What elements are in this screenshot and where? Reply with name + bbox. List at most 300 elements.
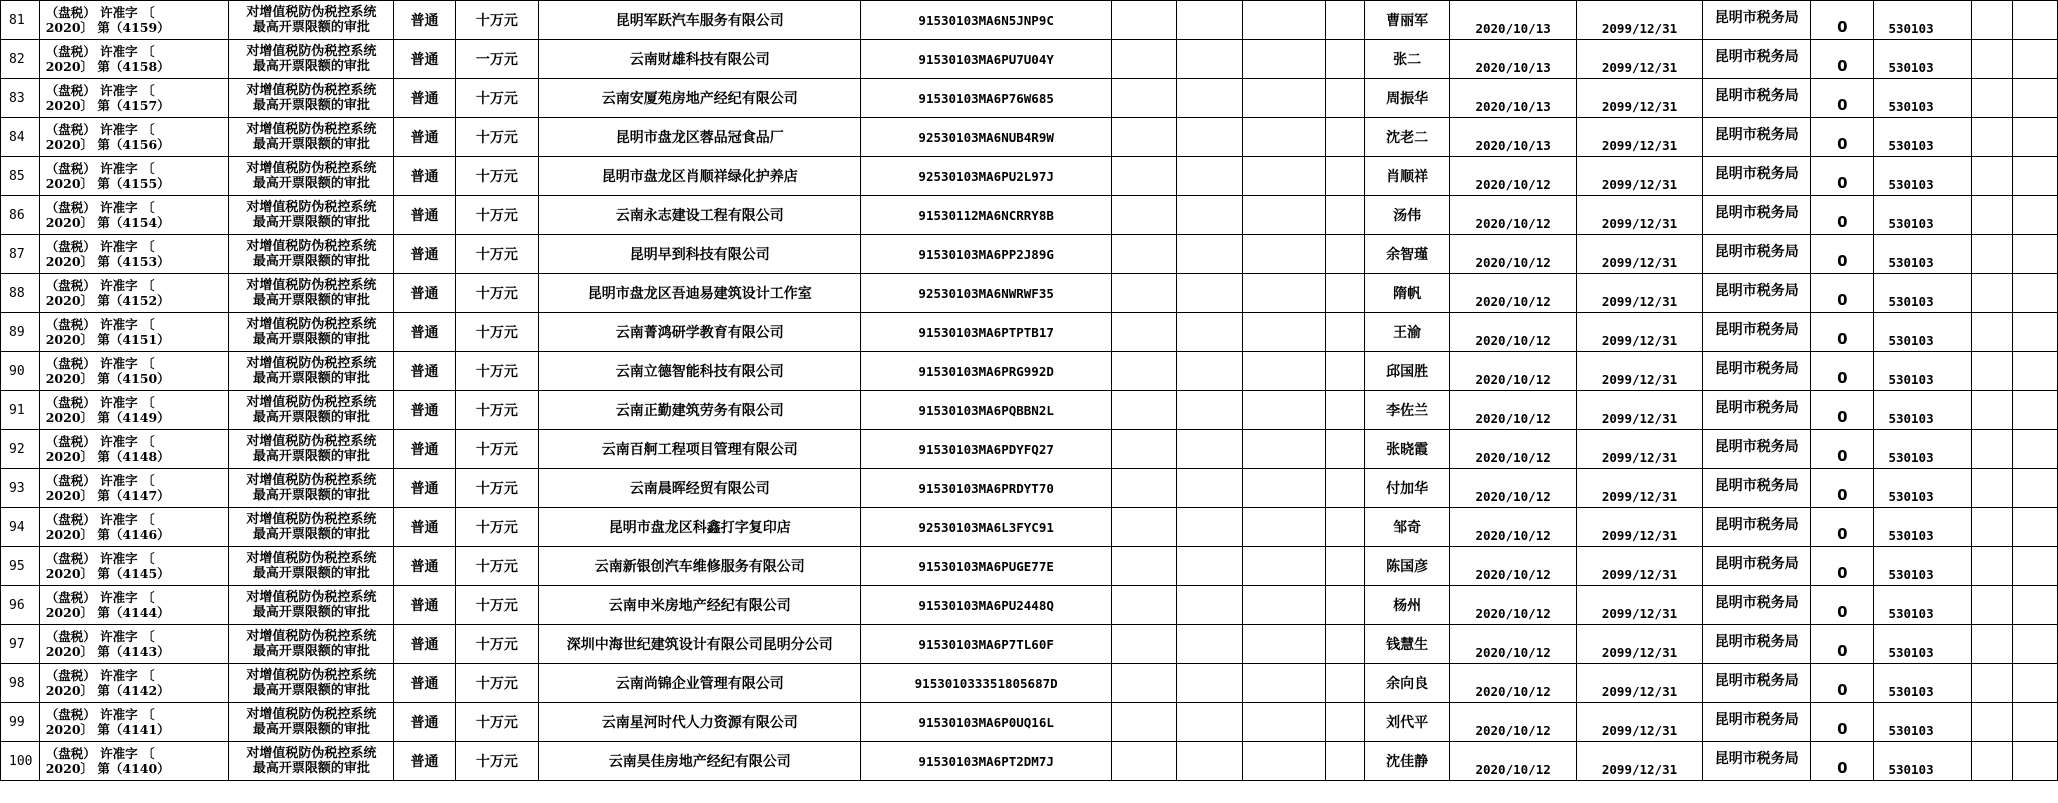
company-name: 昆明军跃汽车服务有限公司 — [539, 1, 861, 40]
empty-cell — [1972, 79, 2013, 118]
approval-item-line-2: 最高开票限额的审批 — [252, 449, 370, 464]
row-number: 82 — [1, 40, 40, 79]
row-number: 95 — [1, 547, 40, 586]
empty-cell — [2013, 508, 2058, 547]
permit-number-line-2: 2020〕 第（4143） — [45, 644, 170, 659]
licensing-authority: 昆明市税务局 — [1703, 703, 1811, 742]
row-number: 98 — [1, 664, 40, 703]
empty-cell — [1972, 40, 2013, 79]
empty-cell — [1972, 274, 2013, 313]
company-name: 云南立德智能科技有限公司 — [539, 352, 861, 391]
permit-number-line-1: （盘税） 许准字 〔 — [45, 551, 155, 566]
valid-from-date: 2020/10/12 — [1450, 703, 1576, 742]
row-number: 96 — [1, 586, 40, 625]
approval-item-line-2: 最高开票限额的审批 — [252, 683, 370, 698]
area-code: 530103 — [1874, 157, 1972, 196]
company-name: 云南安厦苑房地产经纪有限公司 — [539, 79, 861, 118]
empty-cell — [1177, 742, 1242, 781]
approval-type: 普通 — [394, 313, 455, 352]
empty-cell — [2013, 625, 2058, 664]
valid-from-date: 2020/10/13 — [1450, 79, 1576, 118]
licensing-authority: 昆明市税务局 — [1703, 118, 1811, 157]
valid-from-date: 2020/10/13 — [1450, 118, 1576, 157]
empty-cell — [1242, 508, 1326, 547]
credit-code: 92530103MA6NWRWF35 — [861, 274, 1112, 313]
valid-from-date: 2020/10/12 — [1450, 391, 1576, 430]
approval-item-line-2: 最高开票限额的审批 — [252, 410, 370, 425]
empty-cell — [2013, 469, 2058, 508]
approval-type: 普通 — [394, 625, 455, 664]
empty-cell — [1972, 703, 2013, 742]
empty-cell — [1972, 547, 2013, 586]
permit-number-line-1: （盘税） 许准字 〔 — [45, 44, 155, 59]
valid-from-date: 2020/10/12 — [1450, 625, 1576, 664]
empty-cell — [1972, 235, 2013, 274]
empty-cell — [1177, 586, 1242, 625]
area-code: 530103 — [1874, 742, 1972, 781]
valid-from-date: 2020/10/13 — [1450, 1, 1576, 40]
empty-cell — [2013, 118, 2058, 157]
company-name: 云南星河时代人力资源有限公司 — [539, 703, 861, 742]
valid-to-date: 2099/12/31 — [1576, 742, 1702, 781]
status-code: 0 — [1811, 586, 1874, 625]
valid-to-date: 2099/12/31 — [1576, 157, 1702, 196]
empty-cell — [1242, 391, 1326, 430]
company-name: 深圳中海世纪建筑设计有限公司昆明分公司 — [539, 625, 861, 664]
empty-cell — [1112, 1, 1177, 40]
valid-from-date: 2020/10/12 — [1450, 586, 1576, 625]
licensing-authority: 昆明市税务局 — [1703, 313, 1811, 352]
empty-cell — [1242, 625, 1326, 664]
empty-cell — [1972, 742, 2013, 781]
permit-number-line-2: 2020〕 第（4141） — [45, 722, 170, 737]
empty-cell — [2013, 1, 2058, 40]
approval-item-line-1: 对增值税防伪税控系统 — [246, 512, 377, 527]
empty-cell — [2013, 703, 2058, 742]
empty-cell — [1242, 196, 1326, 235]
licensing-authority: 昆明市税务局 — [1703, 547, 1811, 586]
permit-number-line-2: 2020〕 第（4158） — [45, 59, 170, 74]
valid-from-date: 2020/10/12 — [1450, 547, 1576, 586]
approval-type: 普通 — [394, 742, 455, 781]
empty-cell — [1177, 391, 1242, 430]
permit-number-line-1: （盘税） 许准字 〔 — [45, 473, 155, 488]
empty-cell — [1972, 313, 2013, 352]
approval-type: 普通 — [394, 703, 455, 742]
empty-cell — [1242, 430, 1326, 469]
approval-item-line-1: 对增值税防伪税控系统 — [246, 83, 377, 98]
row-number: 94 — [1, 508, 40, 547]
invoice-limit: 十万元 — [455, 274, 539, 313]
area-code: 530103 — [1874, 1, 1972, 40]
permit-number-line-1: （盘税） 许准字 〔 — [45, 668, 155, 683]
empty-cell — [1112, 508, 1177, 547]
table-row — [1, 40, 2058, 79]
approval-item-line-1: 对增值税防伪税控系统 — [246, 746, 377, 761]
permit-number-line-2: 2020〕 第（4154） — [45, 215, 170, 230]
table-row — [1, 1, 2058, 40]
empty-cell — [1177, 313, 1242, 352]
invoice-limit: 十万元 — [455, 118, 539, 157]
legal-representative: 余智瑾 — [1364, 235, 1450, 274]
permit-number — [39, 196, 229, 235]
empty-cell — [1972, 469, 2013, 508]
legal-representative: 邱国胜 — [1364, 352, 1450, 391]
empty-cell — [1326, 274, 1365, 313]
permit-number-line-2: 2020〕 第（4145） — [45, 566, 170, 581]
permit-number — [39, 274, 229, 313]
table-row — [1, 586, 2058, 625]
approval-item-line-1: 对增值税防伪税控系统 — [246, 278, 377, 293]
permit-number — [39, 118, 229, 157]
permit-number-line-2: 2020〕 第（4150） — [45, 371, 170, 386]
table-row — [1, 235, 2058, 274]
approval-item-line-1: 对增值税防伪税控系统 — [246, 668, 377, 683]
empty-cell — [1177, 352, 1242, 391]
licensing-authority: 昆明市税务局 — [1703, 625, 1811, 664]
credit-code: 91530103MA6PU7U04Y — [861, 40, 1112, 79]
permit-number-line-2: 2020〕 第（4155） — [45, 176, 170, 191]
legal-representative: 隋帆 — [1364, 274, 1450, 313]
licensing-authority: 昆明市税务局 — [1703, 40, 1811, 79]
approval-item — [229, 586, 394, 625]
permit-number-line-1: （盘税） 许准字 〔 — [45, 239, 155, 254]
licensing-authority: 昆明市税务局 — [1703, 586, 1811, 625]
empty-cell — [1177, 157, 1242, 196]
status-code: 0 — [1811, 352, 1874, 391]
empty-cell — [1242, 274, 1326, 313]
empty-cell — [1326, 625, 1365, 664]
empty-cell — [1972, 586, 2013, 625]
empty-cell — [1112, 196, 1177, 235]
valid-from-date: 2020/10/12 — [1450, 235, 1576, 274]
invoice-limit: 十万元 — [455, 313, 539, 352]
approval-item-line-2: 最高开票限额的审批 — [252, 527, 370, 542]
empty-cell — [1112, 118, 1177, 157]
company-name: 昆明市盘龙区科鑫打字复印店 — [539, 508, 861, 547]
credit-code: 91530103MA6PDYFQ27 — [861, 430, 1112, 469]
approval-item — [229, 196, 394, 235]
empty-cell — [1242, 118, 1326, 157]
table-row — [1, 664, 2058, 703]
empty-cell — [1177, 1, 1242, 40]
empty-cell — [1972, 157, 2013, 196]
approval-item-line-2: 最高开票限额的审批 — [252, 254, 370, 269]
empty-cell — [1242, 586, 1326, 625]
legal-representative: 钱慧生 — [1364, 625, 1450, 664]
approval-type: 普通 — [394, 469, 455, 508]
permit-number-line-1: （盘税） 许准字 〔 — [45, 746, 155, 761]
empty-cell — [1326, 235, 1365, 274]
invoice-limit: 十万元 — [455, 703, 539, 742]
permit-number — [39, 313, 229, 352]
empty-cell — [1112, 469, 1177, 508]
approval-item — [229, 742, 394, 781]
company-name: 云南正勤建筑劳务有限公司 — [539, 391, 861, 430]
invoice-limit: 一万元 — [455, 40, 539, 79]
permit-number — [39, 352, 229, 391]
valid-to-date: 2099/12/31 — [1576, 196, 1702, 235]
empty-cell — [1112, 742, 1177, 781]
status-code: 0 — [1811, 157, 1874, 196]
empty-cell — [1112, 586, 1177, 625]
empty-cell — [1972, 625, 2013, 664]
table-row — [1, 547, 2058, 586]
table-row — [1, 742, 2058, 781]
empty-cell — [1242, 547, 1326, 586]
company-name: 云南晨晖经贸有限公司 — [539, 469, 861, 508]
approval-type: 普通 — [394, 586, 455, 625]
permit-number-line-1: （盘税） 许准字 〔 — [45, 161, 155, 176]
approval-item-line-2: 最高开票限额的审批 — [252, 332, 370, 347]
approval-type: 普通 — [394, 391, 455, 430]
valid-to-date: 2099/12/31 — [1576, 547, 1702, 586]
legal-representative: 杨州 — [1364, 586, 1450, 625]
licensing-authority: 昆明市税务局 — [1703, 742, 1811, 781]
credit-code: 92530103MA6NUB4R9W — [861, 118, 1112, 157]
row-number: 89 — [1, 313, 40, 352]
table-row — [1, 703, 2058, 742]
credit-code: 92530103MA6L3FYC91 — [861, 508, 1112, 547]
approval-item — [229, 1, 394, 40]
permit-number — [39, 430, 229, 469]
approval-item-line-2: 最高开票限额的审批 — [252, 59, 370, 74]
approval-item — [229, 235, 394, 274]
approval-item-line-1: 对增值税防伪税控系统 — [246, 122, 377, 137]
approval-item — [229, 157, 394, 196]
empty-cell — [1112, 625, 1177, 664]
status-code: 0 — [1811, 508, 1874, 547]
valid-from-date: 2020/10/12 — [1450, 430, 1576, 469]
status-code: 0 — [1811, 664, 1874, 703]
licensing-authority: 昆明市税务局 — [1703, 352, 1811, 391]
approval-item-line-2: 最高开票限额的审批 — [252, 761, 370, 776]
licensing-authority: 昆明市税务局 — [1703, 469, 1811, 508]
valid-to-date: 2099/12/31 — [1576, 1, 1702, 40]
valid-to-date: 2099/12/31 — [1576, 118, 1702, 157]
legal-representative: 王渝 — [1364, 313, 1450, 352]
approval-item-line-1: 对增值税防伪税控系统 — [246, 356, 377, 371]
approval-item-line-2: 最高开票限额的审批 — [252, 20, 370, 35]
permit-number-line-2: 2020〕 第（4147） — [45, 488, 170, 503]
credit-code: 91530103MA6PT2DM7J — [861, 742, 1112, 781]
empty-cell — [1326, 352, 1365, 391]
empty-cell — [1326, 157, 1365, 196]
empty-cell — [2013, 742, 2058, 781]
approval-item-line-1: 对增值税防伪税控系统 — [246, 200, 377, 215]
invoice-limit: 十万元 — [455, 196, 539, 235]
permit-number — [39, 79, 229, 118]
valid-from-date: 2020/10/12 — [1450, 508, 1576, 547]
empty-cell — [1242, 79, 1326, 118]
empty-cell — [1112, 703, 1177, 742]
status-code: 0 — [1811, 1, 1874, 40]
valid-from-date: 2020/10/12 — [1450, 313, 1576, 352]
company-name: 云南申米房地产经纪有限公司 — [539, 586, 861, 625]
approval-item-line-2: 最高开票限额的审批 — [252, 371, 370, 386]
empty-cell — [1972, 391, 2013, 430]
permit-number-line-1: （盘税） 许准字 〔 — [45, 317, 155, 332]
approval-item-line-1: 对增值税防伪税控系统 — [246, 551, 377, 566]
empty-cell — [1326, 1, 1365, 40]
permit-number-line-1: （盘税） 许准字 〔 — [45, 707, 155, 722]
empty-cell — [1242, 742, 1326, 781]
empty-cell — [1972, 1, 2013, 40]
permit-number — [39, 469, 229, 508]
licensing-authority: 昆明市税务局 — [1703, 391, 1811, 430]
valid-to-date: 2099/12/31 — [1576, 391, 1702, 430]
empty-cell — [1326, 547, 1365, 586]
empty-cell — [1972, 196, 2013, 235]
invoice-limit: 十万元 — [455, 1, 539, 40]
company-name: 云南尚锦企业管理有限公司 — [539, 664, 861, 703]
credit-code: 91530112MA6NCRRY8B — [861, 196, 1112, 235]
row-number: 88 — [1, 274, 40, 313]
row-number: 86 — [1, 196, 40, 235]
empty-cell — [1177, 118, 1242, 157]
row-number: 100 — [1, 742, 40, 781]
empty-cell — [1326, 430, 1365, 469]
credit-code: 92530103MA6PU2L97J — [861, 157, 1112, 196]
licensing-authority: 昆明市税务局 — [1703, 196, 1811, 235]
status-code: 0 — [1811, 391, 1874, 430]
invoice-limit: 十万元 — [455, 547, 539, 586]
valid-from-date: 2020/10/13 — [1450, 40, 1576, 79]
legal-representative: 刘代平 — [1364, 703, 1450, 742]
area-code: 530103 — [1874, 313, 1972, 352]
credit-code: 91530103MA6P7TL60F — [861, 625, 1112, 664]
approval-item-line-2: 最高开票限额的审批 — [252, 98, 370, 113]
credit-code: 91530103MA6PU2448Q — [861, 586, 1112, 625]
credit-code: 91530103MA6PTPTB17 — [861, 313, 1112, 352]
permit-number-line-2: 2020〕 第（4140） — [45, 761, 170, 776]
company-name: 云南永志建设工程有限公司 — [539, 196, 861, 235]
empty-cell — [1972, 352, 2013, 391]
permit-number — [39, 157, 229, 196]
status-code: 0 — [1811, 274, 1874, 313]
status-code: 0 — [1811, 703, 1874, 742]
empty-cell — [1112, 274, 1177, 313]
empty-cell — [1972, 430, 2013, 469]
empty-cell — [1242, 664, 1326, 703]
area-code: 530103 — [1874, 430, 1972, 469]
licensing-authority: 昆明市税务局 — [1703, 79, 1811, 118]
empty-cell — [1177, 196, 1242, 235]
invoice-limit: 十万元 — [455, 79, 539, 118]
company-name: 云南昊佳房地产经纪有限公司 — [539, 742, 861, 781]
area-code: 530103 — [1874, 235, 1972, 274]
valid-to-date: 2099/12/31 — [1576, 664, 1702, 703]
empty-cell — [1177, 664, 1242, 703]
approval-type: 普通 — [394, 235, 455, 274]
empty-cell — [1177, 235, 1242, 274]
credit-code: 91530103MA6PUGE77E — [861, 547, 1112, 586]
area-code: 530103 — [1874, 508, 1972, 547]
approval-item — [229, 313, 394, 352]
approval-type: 普通 — [394, 1, 455, 40]
status-code: 0 — [1811, 742, 1874, 781]
legal-representative: 张二 — [1364, 40, 1450, 79]
invoice-limit: 十万元 — [455, 352, 539, 391]
valid-to-date: 2099/12/31 — [1576, 469, 1702, 508]
permit-number-line-2: 2020〕 第（4142） — [45, 683, 170, 698]
empty-cell — [1112, 547, 1177, 586]
area-code: 530103 — [1874, 703, 1972, 742]
approval-item-line-1: 对增值税防伪税控系统 — [246, 629, 377, 644]
licensing-authority: 昆明市税务局 — [1703, 430, 1811, 469]
approval-item — [229, 274, 394, 313]
permit-number — [39, 508, 229, 547]
approval-item-line-1: 对增值税防伪税控系统 — [246, 239, 377, 254]
empty-cell — [1972, 118, 2013, 157]
approval-type: 普通 — [394, 274, 455, 313]
area-code: 530103 — [1874, 196, 1972, 235]
approval-type: 普通 — [394, 79, 455, 118]
empty-cell — [1326, 703, 1365, 742]
credit-code: 91530103MA6PP2J89G — [861, 235, 1112, 274]
table-row — [1, 430, 2058, 469]
empty-cell — [1326, 664, 1365, 703]
empty-cell — [1242, 157, 1326, 196]
row-number: 85 — [1, 157, 40, 196]
approval-item — [229, 391, 394, 430]
permit-number — [39, 40, 229, 79]
valid-to-date: 2099/12/31 — [1576, 625, 1702, 664]
permit-number-line-1: （盘税） 许准字 〔 — [45, 356, 155, 371]
empty-cell — [1112, 430, 1177, 469]
approval-type: 普通 — [394, 508, 455, 547]
credit-code: 91530103MA6PQBBN2L — [861, 391, 1112, 430]
area-code: 530103 — [1874, 352, 1972, 391]
legal-representative: 邹奇 — [1364, 508, 1450, 547]
company-name: 昆明市盘龙区蓉品冠食品厂 — [539, 118, 861, 157]
company-name: 云南新银创汽车维修服务有限公司 — [539, 547, 861, 586]
approval-item-line-1: 对增值税防伪税控系统 — [246, 434, 377, 449]
permit-number-line-2: 2020〕 第（4157） — [45, 98, 170, 113]
invoice-limit: 十万元 — [455, 157, 539, 196]
valid-to-date: 2099/12/31 — [1576, 40, 1702, 79]
table-row — [1, 352, 2058, 391]
empty-cell — [1242, 313, 1326, 352]
approval-item — [229, 664, 394, 703]
valid-to-date: 2099/12/31 — [1576, 235, 1702, 274]
empty-cell — [1326, 79, 1365, 118]
licensing-authority: 昆明市税务局 — [1703, 1, 1811, 40]
empty-cell — [2013, 430, 2058, 469]
empty-cell — [1972, 508, 2013, 547]
empty-cell — [2013, 391, 2058, 430]
permit-number-line-2: 2020〕 第（4159） — [45, 20, 170, 35]
approval-item-line-1: 对增值税防伪税控系统 — [246, 395, 377, 410]
legal-representative: 周振华 — [1364, 79, 1450, 118]
approval-item-line-1: 对增值税防伪税控系统 — [246, 317, 377, 332]
credit-code: 91530103MA6P76W685 — [861, 79, 1112, 118]
empty-cell — [2013, 586, 2058, 625]
permit-number-line-2: 2020〕 第（4156） — [45, 137, 170, 152]
company-name: 昆明早到科技有限公司 — [539, 235, 861, 274]
status-code: 0 — [1811, 118, 1874, 157]
empty-cell — [1112, 40, 1177, 79]
company-name: 云南菁鸿研学教育有限公司 — [539, 313, 861, 352]
permit-number-line-1: （盘税） 许准字 〔 — [45, 278, 155, 293]
licensing-authority: 昆明市税务局 — [1703, 664, 1811, 703]
empty-cell — [1177, 40, 1242, 79]
invoice-limit: 十万元 — [455, 430, 539, 469]
empty-cell — [1112, 391, 1177, 430]
legal-representative: 余向良 — [1364, 664, 1450, 703]
empty-cell — [1242, 352, 1326, 391]
permit-number-line-2: 2020〕 第（4149） — [45, 410, 170, 425]
